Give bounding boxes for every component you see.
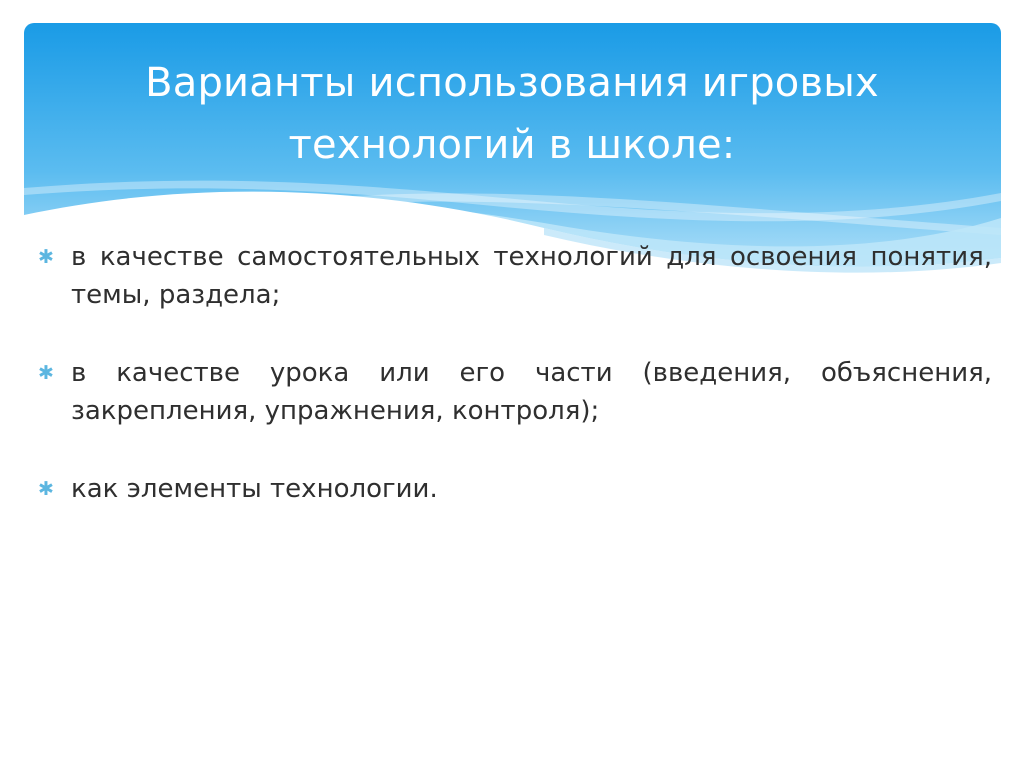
asterisk-bullet-icon: ✱ <box>38 478 54 500</box>
asterisk-bullet-icon: ✱ <box>38 362 54 384</box>
list-item-text: в качестве самостоятельных технологий для освоения понятия, темы, раздела; <box>71 242 992 310</box>
asterisk-bullet-icon: ✱ <box>38 246 54 268</box>
list-item <box>34 238 992 314</box>
slide-title <box>60 52 964 176</box>
list-item <box>34 470 992 508</box>
list-item-text: как элементы технологии. <box>71 474 438 504</box>
list-item-text: в качестве урока или его части (введения, объяснения, закрепления, упражнения, контроля); <box>71 358 992 426</box>
slide-title-line-1: Варианты использования игровых <box>145 60 879 106</box>
slide-title-line-2: технологий в школе: <box>288 122 736 168</box>
bullet-list <box>34 238 992 548</box>
list-item <box>34 354 992 430</box>
